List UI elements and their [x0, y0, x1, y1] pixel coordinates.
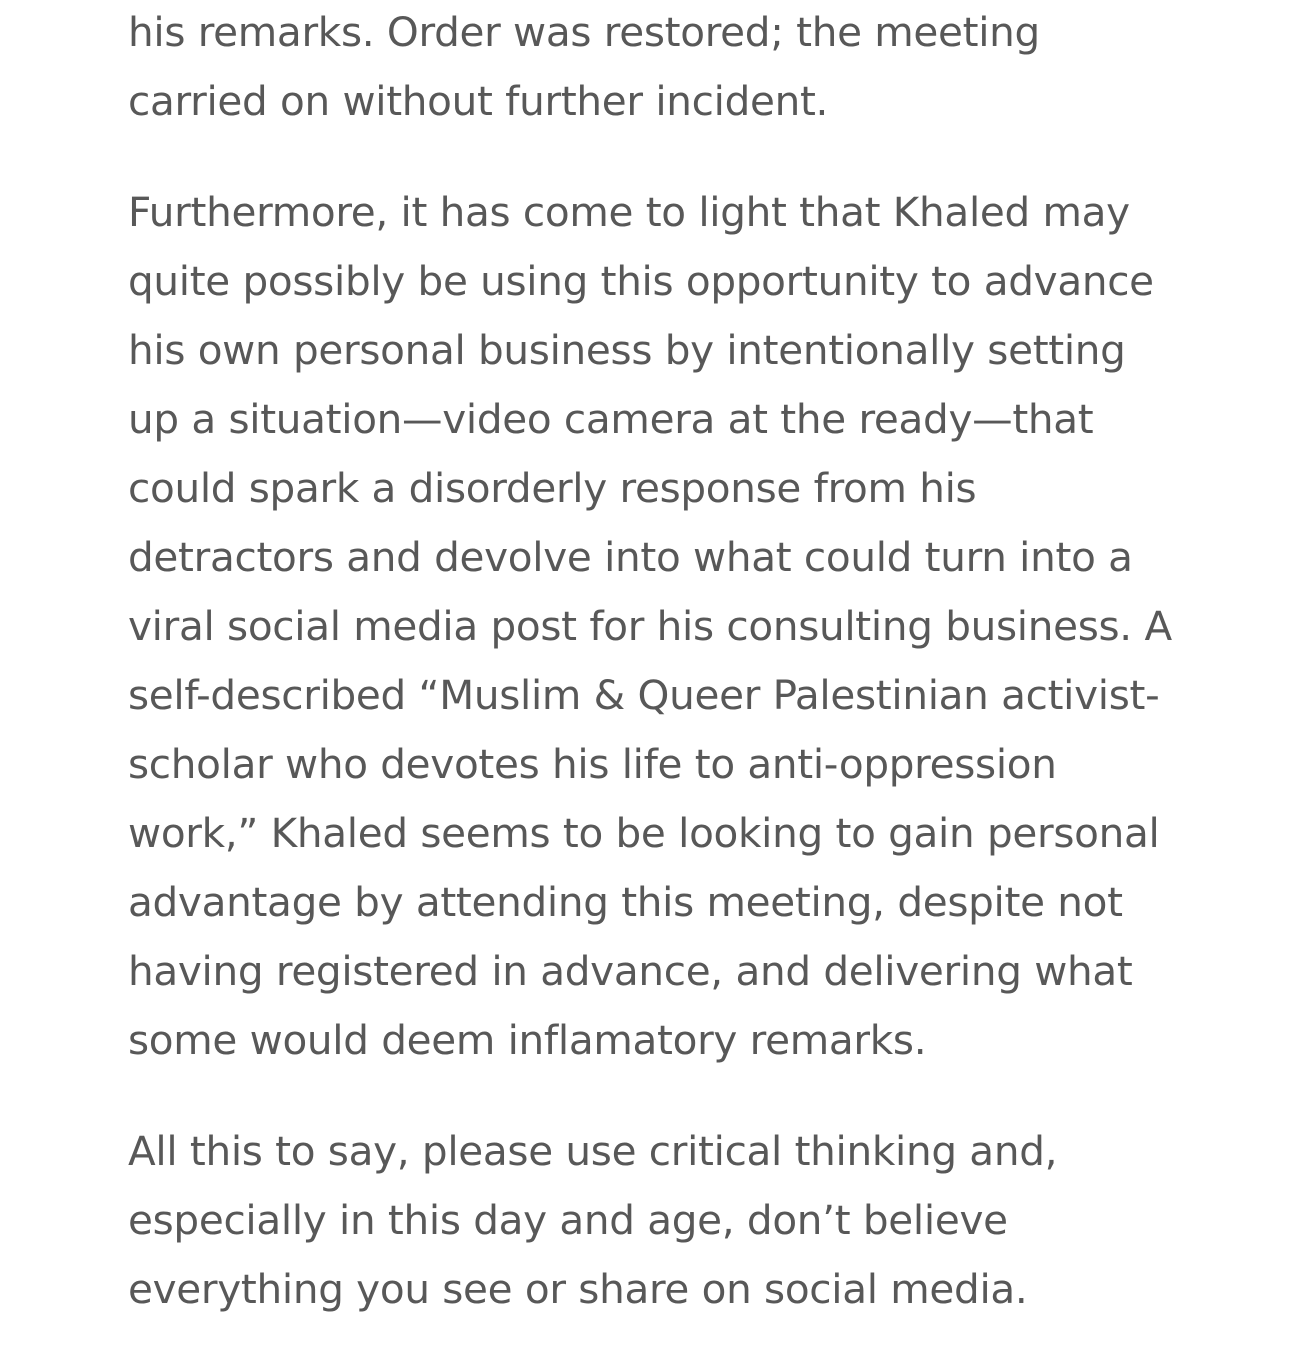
article-body	[128, 0, 1172, 1366]
text-line: self-described “Muslim & Queer Palestinian activist-	[128, 671, 1160, 719]
text-line: scholar who devotes his life to anti-oppression	[128, 740, 1057, 788]
text-line: advantage by attending this meeting, despite not	[128, 878, 1123, 926]
text-line: everything you see or share on social media.	[128, 1265, 1028, 1313]
text-line: especially in this day and age, don’t believe	[128, 1196, 1008, 1244]
paragraph-critical-thinking	[128, 1117, 1168, 1324]
paragraph-order-restored	[128, 0, 1168, 136]
text-line: detractors and devolve into what could turn into a	[128, 533, 1133, 581]
text-line: his remarks. Order was restored; the meeting	[128, 8, 1040, 56]
text-line: up a situation—video camera at the ready—that	[128, 395, 1094, 443]
text-line: carried on without further incident.	[128, 77, 829, 125]
text-line: All this to say, please use critical thinking and,	[128, 1127, 1058, 1175]
text-line: his own personal business by intentionally setting	[128, 326, 1126, 374]
text-line: work,” Khaled seems to be looking to gain personal	[128, 809, 1160, 857]
text-line: some would deem inflamatory remarks.	[128, 1016, 927, 1064]
text-line: viral social media post for his consulting business. A	[128, 602, 1172, 650]
text-line: quite possibly be using this opportunity to advance	[128, 257, 1154, 305]
text-line: could spark a disorderly response from his	[128, 464, 977, 512]
text-line: having registered in advance, and delivering what	[128, 947, 1133, 995]
text-line: Furthermore, it has come to light that Khaled may	[128, 188, 1130, 236]
paragraph-khaled-business	[128, 178, 1172, 1075]
